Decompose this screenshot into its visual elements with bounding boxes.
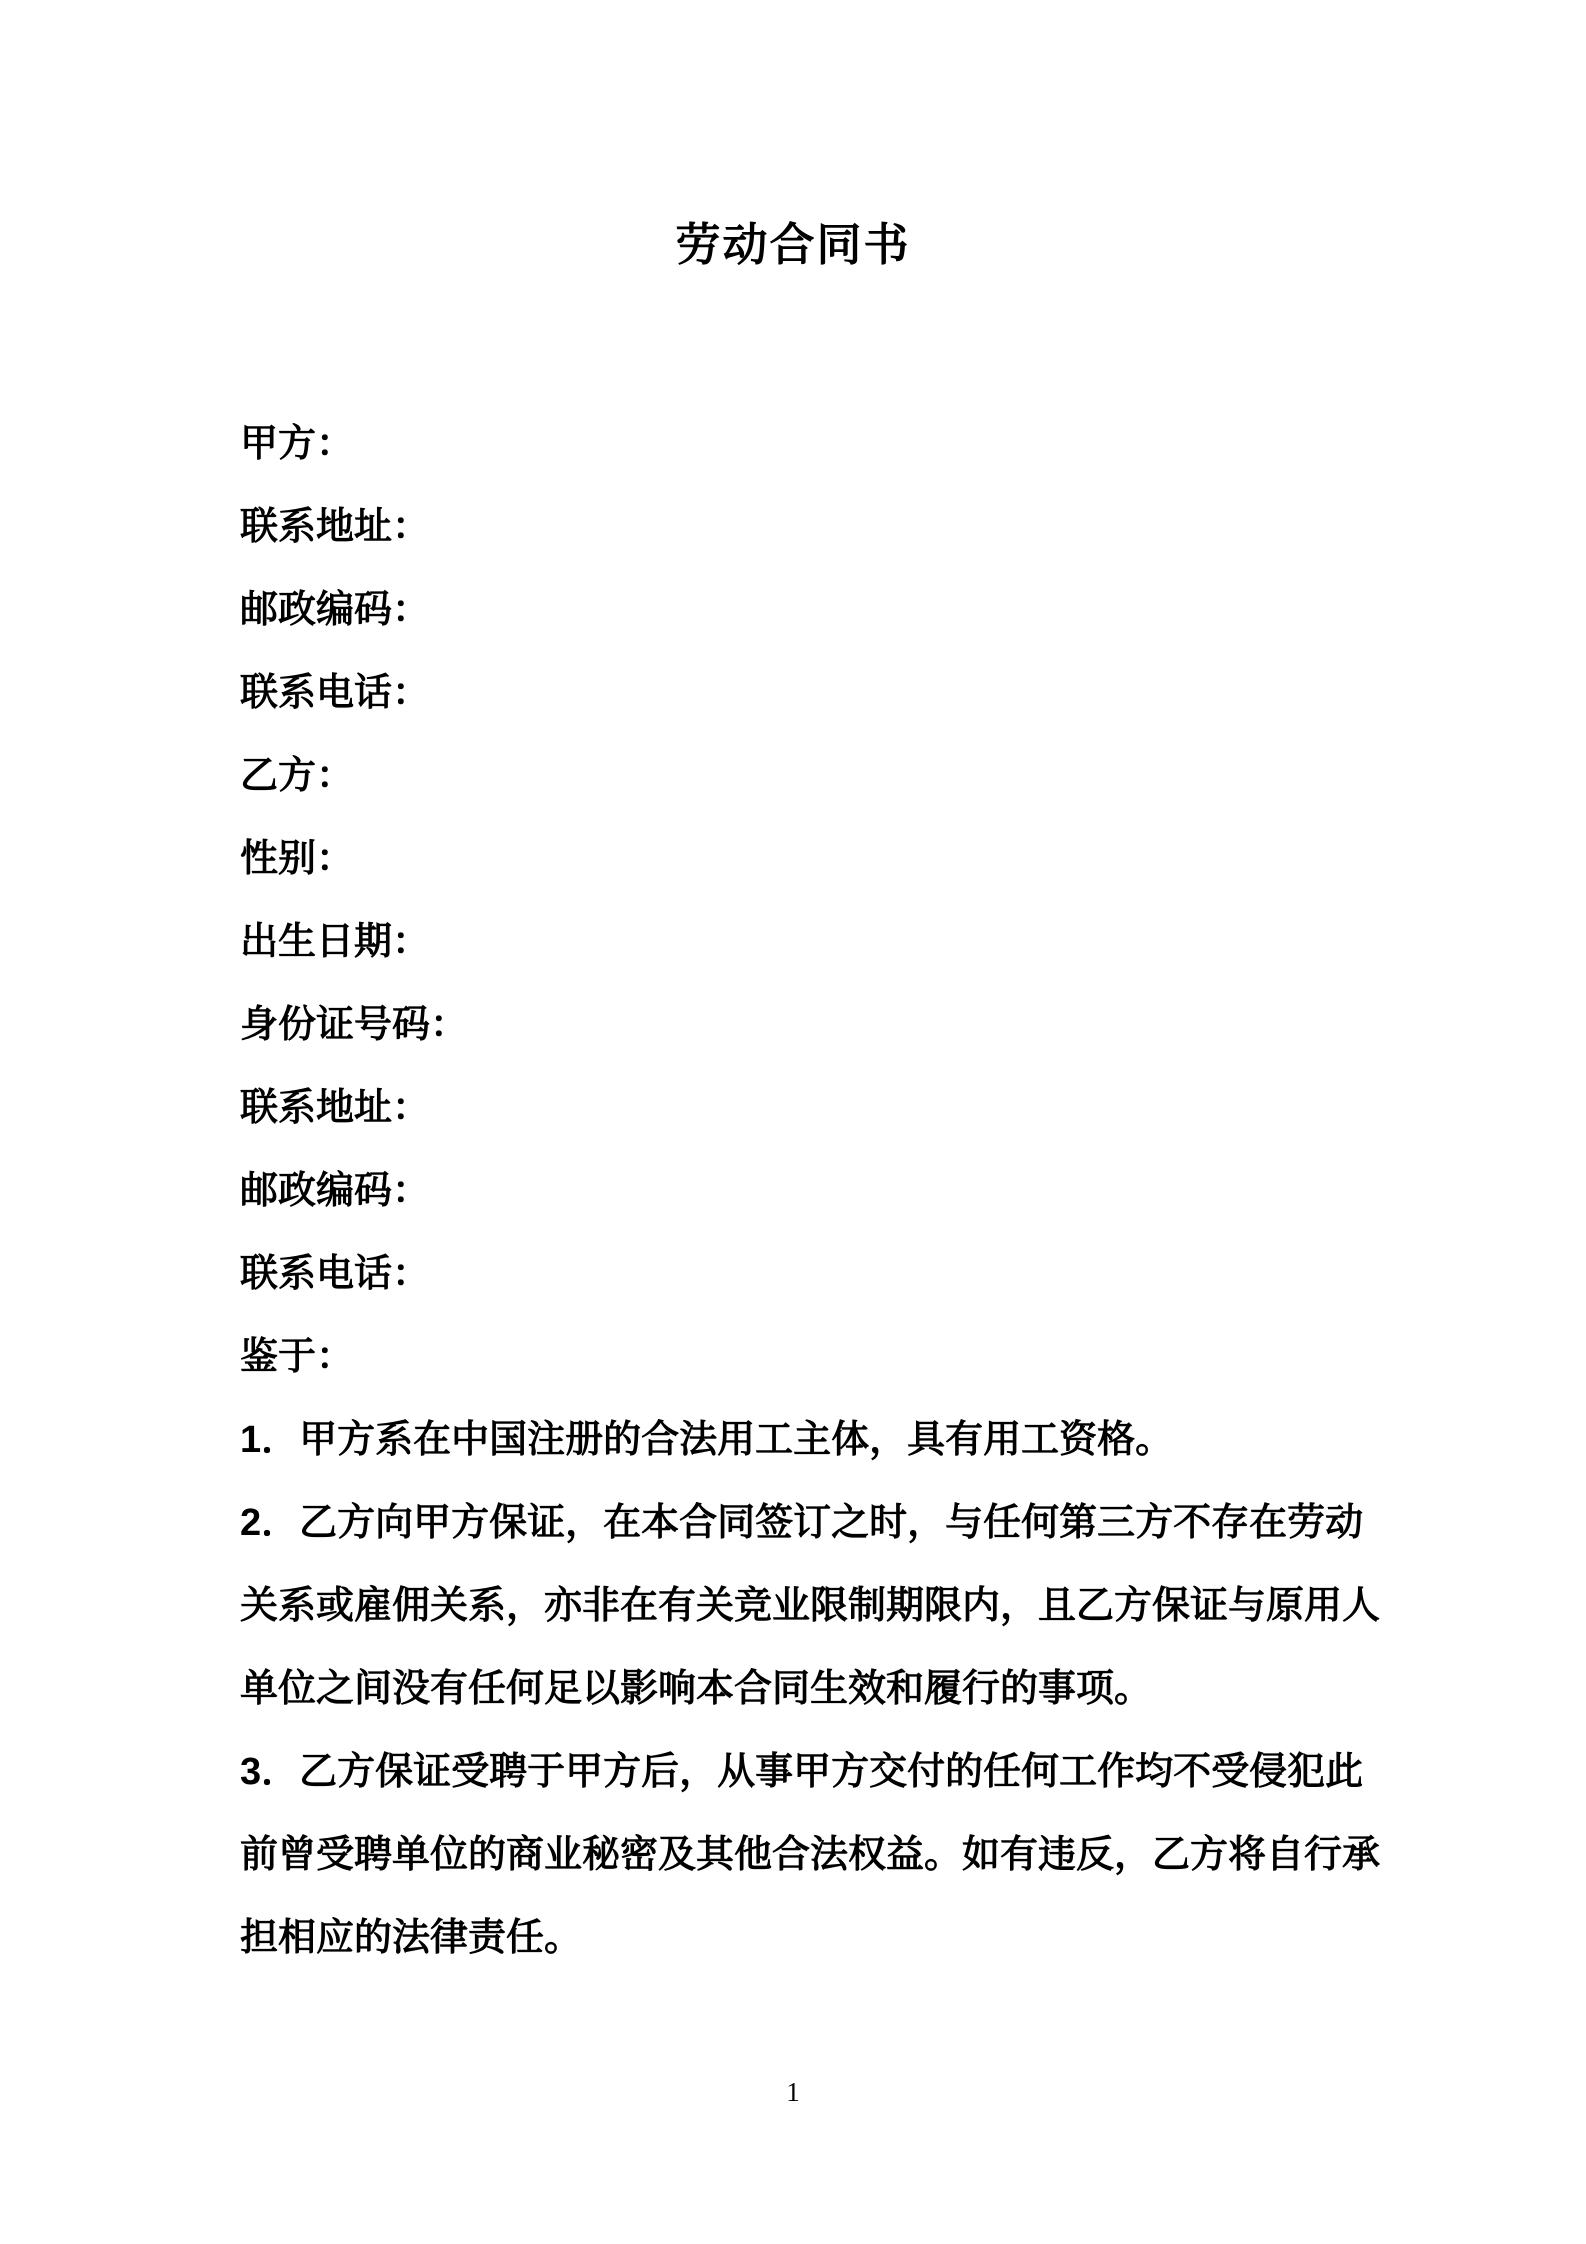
field-label: 联系地址： bbox=[240, 1087, 431, 1129]
whereas-label: 鉴于： bbox=[240, 1336, 355, 1378]
clause-3-line: 担相应的法律责任。 bbox=[240, 1917, 583, 1959]
field-label: 联系电话： bbox=[240, 1253, 431, 1295]
field-label: 身份证号码： bbox=[240, 1004, 469, 1046]
party-b-fields bbox=[240, 735, 1360, 1316]
field-label: 甲方： bbox=[240, 423, 355, 465]
field-label: 出生日期： bbox=[240, 921, 431, 963]
field-label: 性别： bbox=[240, 838, 355, 880]
clause-2-line: 单位之间没有任何足以影响本合同生效和履行的事项。 bbox=[240, 1668, 1153, 1710]
clause-1-line: 1．甲方系在中国注册的合法用工主体，具有用工资格。 bbox=[240, 1419, 1174, 1461]
page-number: 1 bbox=[786, 2077, 800, 2107]
clause-3 bbox=[240, 1731, 1381, 1980]
clause-2-line: 关系或雇佣关系，亦非在有关竞业限制期限内，且乙方保证与原用人 bbox=[240, 1585, 1381, 1627]
field-label: 乙方： bbox=[240, 755, 355, 797]
clause-2 bbox=[240, 1482, 1381, 1731]
clause-1 bbox=[240, 1399, 1360, 1482]
party-a-fields bbox=[240, 403, 1360, 735]
field-label: 邮政编码： bbox=[240, 589, 431, 631]
clause-3-line: 前曾受聘单位的商业秘密及其他合法权益。如有违反，乙方将自行承 bbox=[240, 1834, 1381, 1876]
clause-3-line: 3．乙方保证受聘于甲方后，从事甲方交付的任何工作均不受侵犯此 bbox=[240, 1751, 1364, 1793]
field-label: 邮政编码： bbox=[240, 1170, 431, 1212]
field-label: 联系地址： bbox=[240, 506, 431, 548]
clause-2-line: 2．乙方向甲方保证，在本合同签订之时，与任何第三方不存在劳动 bbox=[240, 1502, 1364, 1544]
field-label: 联系电话： bbox=[240, 672, 431, 714]
document-body bbox=[240, 403, 1381, 1980]
document-title: 劳动合同书 bbox=[675, 219, 911, 270]
